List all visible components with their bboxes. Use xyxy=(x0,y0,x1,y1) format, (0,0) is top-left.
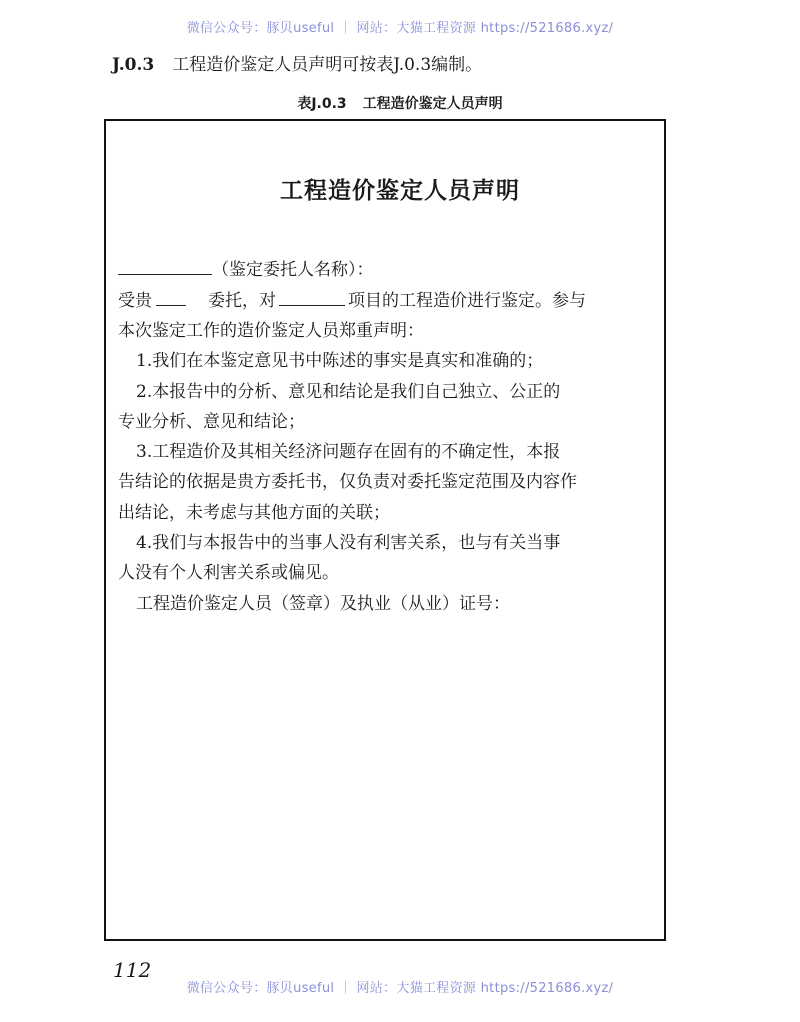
watermark-bottom: 微信公众号：豚贝useful ｜ 网站：大猫工程资源 https://521686.xyz/ xyxy=(186,981,614,996)
page-number: 112 xyxy=(113,958,152,982)
addressee-line xyxy=(118,259,374,281)
clause-number: J.0.3 xyxy=(112,55,155,75)
item-4-line-1: 4.我们与本报告中的当事人没有利害关系，也与有关当事 xyxy=(136,533,561,553)
signature-line: 工程造价鉴定人员（签章）及执业（从业）证号： xyxy=(136,594,510,614)
item-3-line-2: 告结论的依据是贵方委托书，仅负责对委托鉴定范围及内容作 xyxy=(118,472,577,492)
item-1: 1.我们在本鉴定意见书中陈述的事实是真实和准确的； xyxy=(136,351,544,371)
clause-j-0-3 xyxy=(112,50,482,75)
project-blank xyxy=(279,291,345,306)
watermark-top: 微信公众号：豚贝useful ｜ 网站：大猫工程资源 https://521686.xyz/ xyxy=(186,21,614,36)
item-3-line-3: 出结论，未考虑与其他方面的关联； xyxy=(118,503,390,523)
addressee-label: （鉴定委托人名称）： xyxy=(212,260,374,280)
document-title: 工程造价鉴定人员声明 xyxy=(280,178,520,204)
item-2-line-1: 2.本报告中的分析、意见和结论是我们自己独立、公正的 xyxy=(136,382,561,402)
clause-text: 工程造价鉴定人员声明可按表J.0.3编制。 xyxy=(172,55,483,75)
addressee-blank xyxy=(118,260,212,275)
item-2-line-2: 专业分析、意见和结论； xyxy=(118,412,305,432)
item-4-line-2: 人没有个人利害关系或偏见。 xyxy=(118,563,339,583)
table-number: 表J.0.3 xyxy=(297,96,347,112)
intro-line-1 xyxy=(118,290,586,312)
intro-part-a: 受贵 xyxy=(118,291,152,311)
table-title: 工程造价鉴定人员声明 xyxy=(362,96,503,112)
intro-part-b: 委托，对 xyxy=(208,291,276,311)
item-3-line-1: 3.工程造价及其相关经济问题存在固有的不确定性，本报 xyxy=(136,442,561,462)
client-blank xyxy=(156,291,186,306)
intro-line-2: 本次鉴定工作的造价鉴定人员郑重声明： xyxy=(118,321,424,341)
table-caption xyxy=(0,93,800,113)
intro-part-c: 项目的工程造价进行鉴定。参与 xyxy=(348,291,586,311)
statement-frame xyxy=(104,119,666,941)
